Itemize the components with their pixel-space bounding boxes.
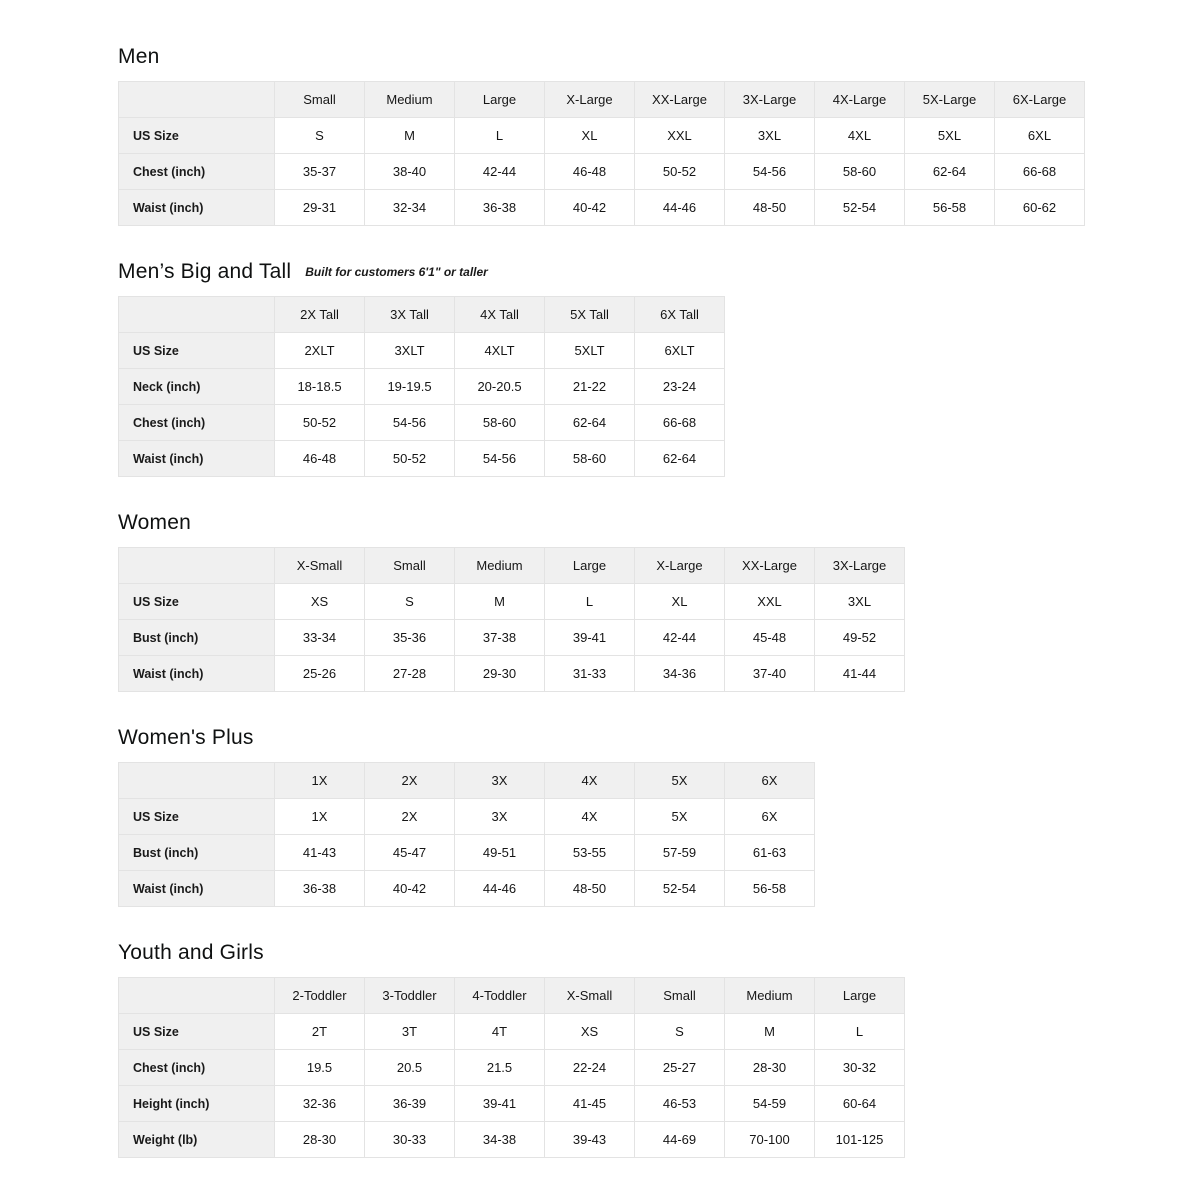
cell: 36-38: [275, 871, 365, 907]
section-head: [118, 44, 1200, 72]
cell: 42-44: [455, 154, 545, 190]
table-row: [119, 1050, 905, 1086]
row-label: US Size: [119, 333, 275, 369]
row-label: US Size: [119, 1014, 275, 1050]
row-label: Waist (inch): [119, 190, 275, 226]
cell: 54-56: [455, 441, 545, 477]
column-header: Medium: [365, 82, 455, 118]
cell: 4XLT: [455, 333, 545, 369]
section-title-youth-and-girls: Youth and Girls: [118, 941, 264, 964]
row-label: Chest (inch): [119, 405, 275, 441]
cell: 46-53: [635, 1086, 725, 1122]
section-mens-big-and-tall: [118, 259, 1200, 477]
cell: 41-43: [275, 835, 365, 871]
table-row: [119, 154, 1085, 190]
cell: 56-58: [725, 871, 815, 907]
cell: 39-41: [455, 1086, 545, 1122]
cell: 31-33: [545, 656, 635, 692]
cell: S: [365, 584, 455, 620]
column-header: Large: [815, 978, 905, 1014]
header-row: [119, 763, 815, 799]
cell: 34-38: [455, 1122, 545, 1158]
cell: 35-36: [365, 620, 455, 656]
cell: 39-41: [545, 620, 635, 656]
cell: 70-100: [725, 1122, 815, 1158]
cell: 54-59: [725, 1086, 815, 1122]
cell: 45-47: [365, 835, 455, 871]
table-row: [119, 1014, 905, 1050]
section-head: [118, 259, 1200, 287]
header-row: [119, 297, 725, 333]
section-women: [118, 510, 1200, 692]
column-header: 3X-Large: [815, 548, 905, 584]
cell: 20.5: [365, 1050, 455, 1086]
row-label: Bust (inch): [119, 835, 275, 871]
cell: 5XLT: [545, 333, 635, 369]
corner-cell: [119, 763, 275, 799]
column-header: XX-Large: [725, 548, 815, 584]
corner-cell: [119, 978, 275, 1014]
cell: 32-36: [275, 1086, 365, 1122]
section-head: [118, 510, 1200, 538]
cell: XS: [275, 584, 365, 620]
section-men: [118, 44, 1200, 226]
column-header: Large: [455, 82, 545, 118]
header-row: [119, 82, 1085, 118]
cell: 21.5: [455, 1050, 545, 1086]
column-header: 5X-Large: [905, 82, 995, 118]
cell: 30-33: [365, 1122, 455, 1158]
cell: 44-69: [635, 1122, 725, 1158]
cell: 60-62: [995, 190, 1085, 226]
cell: XL: [635, 584, 725, 620]
row-label: Chest (inch): [119, 1050, 275, 1086]
cell: 50-52: [275, 405, 365, 441]
cell: 66-68: [635, 405, 725, 441]
column-header: 3X: [455, 763, 545, 799]
cell: 22-24: [545, 1050, 635, 1086]
table-row: [119, 1122, 905, 1158]
column-header: X-Small: [275, 548, 365, 584]
column-header: 1X: [275, 763, 365, 799]
cell: 48-50: [725, 190, 815, 226]
column-header: 3-Toddler: [365, 978, 455, 1014]
row-label: Waist (inch): [119, 441, 275, 477]
table-row: [119, 835, 815, 871]
youth-and-girls-table: [118, 977, 905, 1158]
cell: 2X: [365, 799, 455, 835]
cell: 5X: [635, 799, 725, 835]
cell: M: [455, 584, 545, 620]
cell: 32-34: [365, 190, 455, 226]
cell: S: [275, 118, 365, 154]
column-header: X-Large: [545, 82, 635, 118]
section-subtitle: Built for customers 6'1" or taller: [305, 265, 488, 279]
column-header: Medium: [455, 548, 545, 584]
column-header: X-Large: [635, 548, 725, 584]
cell: 62-64: [905, 154, 995, 190]
cell: 38-40: [365, 154, 455, 190]
cell: 57-59: [635, 835, 725, 871]
column-header: 2-Toddler: [275, 978, 365, 1014]
row-label: Bust (inch): [119, 620, 275, 656]
section-title-mens-big-and-tall: Men’s Big and Tall: [118, 260, 292, 283]
cell: 44-46: [635, 190, 725, 226]
cell: 49-52: [815, 620, 905, 656]
cell: XS: [545, 1014, 635, 1050]
table-row: [119, 333, 725, 369]
column-header: 3X Tall: [365, 297, 455, 333]
corner-cell: [119, 82, 275, 118]
cell: 6X: [725, 799, 815, 835]
women-table: [118, 547, 905, 692]
cell: 53-55: [545, 835, 635, 871]
table-row: [119, 799, 815, 835]
column-header: 4-Toddler: [455, 978, 545, 1014]
cell: 46-48: [545, 154, 635, 190]
cell: 29-31: [275, 190, 365, 226]
table-row: [119, 871, 815, 907]
cell: 28-30: [275, 1122, 365, 1158]
cell: 4XL: [815, 118, 905, 154]
cell: 58-60: [815, 154, 905, 190]
column-header: Medium: [725, 978, 815, 1014]
cell: 27-28: [365, 656, 455, 692]
cell: 6XLT: [635, 333, 725, 369]
cell: 54-56: [365, 405, 455, 441]
corner-cell: [119, 548, 275, 584]
column-header: XX-Large: [635, 82, 725, 118]
cell: 60-64: [815, 1086, 905, 1122]
men-table: [118, 81, 1085, 226]
mens-big-and-tall-table: [118, 296, 725, 477]
cell: 50-52: [635, 154, 725, 190]
header-row: [119, 978, 905, 1014]
column-header: 2X: [365, 763, 455, 799]
cell: 18-18.5: [275, 369, 365, 405]
cell: 58-60: [455, 405, 545, 441]
row-label: Weight (lb): [119, 1122, 275, 1158]
column-header: X-Small: [545, 978, 635, 1014]
row-label: US Size: [119, 799, 275, 835]
cell: 30-32: [815, 1050, 905, 1086]
cell: L: [455, 118, 545, 154]
cell: 48-50: [545, 871, 635, 907]
cell: 1X: [275, 799, 365, 835]
cell: 62-64: [635, 441, 725, 477]
cell: 6XL: [995, 118, 1085, 154]
row-label: US Size: [119, 584, 275, 620]
column-header: 3X-Large: [725, 82, 815, 118]
cell: 41-44: [815, 656, 905, 692]
cell: M: [365, 118, 455, 154]
cell: 19.5: [275, 1050, 365, 1086]
column-header: 5X Tall: [545, 297, 635, 333]
cell: 29-30: [455, 656, 545, 692]
cell: 45-48: [725, 620, 815, 656]
cell: 66-68: [995, 154, 1085, 190]
cell: 3XL: [725, 118, 815, 154]
cell: 4T: [455, 1014, 545, 1050]
column-header: Large: [545, 548, 635, 584]
cell: L: [815, 1014, 905, 1050]
cell: 23-24: [635, 369, 725, 405]
table-row: [119, 190, 1085, 226]
table-row: [119, 405, 725, 441]
section-head: [118, 725, 1200, 753]
cell: 101-125: [815, 1122, 905, 1158]
row-label: US Size: [119, 118, 275, 154]
column-header: 6X-Large: [995, 82, 1085, 118]
table-row: [119, 118, 1085, 154]
row-label: Neck (inch): [119, 369, 275, 405]
cell: 37-38: [455, 620, 545, 656]
cell: M: [725, 1014, 815, 1050]
cell: 4X: [545, 799, 635, 835]
cell: 54-56: [725, 154, 815, 190]
row-label: Height (inch): [119, 1086, 275, 1122]
cell: 3X: [455, 799, 545, 835]
cell: XXL: [635, 118, 725, 154]
cell: 36-39: [365, 1086, 455, 1122]
column-header: 5X: [635, 763, 725, 799]
cell: 35-37: [275, 154, 365, 190]
womens-plus-table: [118, 762, 815, 907]
column-header: 4X: [545, 763, 635, 799]
table-row: [119, 441, 725, 477]
column-header: Small: [275, 82, 365, 118]
section-title-women: Women: [118, 511, 191, 534]
cell: 34-36: [635, 656, 725, 692]
cell: 49-51: [455, 835, 545, 871]
cell: 3T: [365, 1014, 455, 1050]
corner-cell: [119, 297, 275, 333]
table-row: [119, 1086, 905, 1122]
column-header: 4X-Large: [815, 82, 905, 118]
cell: 52-54: [815, 190, 905, 226]
cell: S: [635, 1014, 725, 1050]
cell: 3XLT: [365, 333, 455, 369]
header-row: [119, 548, 905, 584]
cell: 20-20.5: [455, 369, 545, 405]
cell: 52-54: [635, 871, 725, 907]
cell: XL: [545, 118, 635, 154]
cell: 50-52: [365, 441, 455, 477]
cell: 28-30: [725, 1050, 815, 1086]
cell: 39-43: [545, 1122, 635, 1158]
cell: 40-42: [545, 190, 635, 226]
cell: XXL: [725, 584, 815, 620]
cell: 46-48: [275, 441, 365, 477]
cell: L: [545, 584, 635, 620]
column-header: 4X Tall: [455, 297, 545, 333]
cell: 42-44: [635, 620, 725, 656]
column-header: 2X Tall: [275, 297, 365, 333]
size-charts: [118, 44, 1200, 1158]
cell: 25-26: [275, 656, 365, 692]
cell: 25-27: [635, 1050, 725, 1086]
cell: 21-22: [545, 369, 635, 405]
cell: 33-34: [275, 620, 365, 656]
cell: 37-40: [725, 656, 815, 692]
section-title-men: Men: [118, 45, 160, 68]
column-header: Small: [635, 978, 725, 1014]
cell: 3XL: [815, 584, 905, 620]
row-label: Waist (inch): [119, 871, 275, 907]
cell: 58-60: [545, 441, 635, 477]
cell: 41-45: [545, 1086, 635, 1122]
cell: 19-19.5: [365, 369, 455, 405]
cell: 36-38: [455, 190, 545, 226]
cell: 2XLT: [275, 333, 365, 369]
row-label: Chest (inch): [119, 154, 275, 190]
column-header: 6X: [725, 763, 815, 799]
cell: 62-64: [545, 405, 635, 441]
section-womens-plus: [118, 725, 1200, 907]
cell: 56-58: [905, 190, 995, 226]
cell: 44-46: [455, 871, 545, 907]
table-row: [119, 369, 725, 405]
table-row: [119, 584, 905, 620]
cell: 40-42: [365, 871, 455, 907]
cell: 61-63: [725, 835, 815, 871]
row-label: Waist (inch): [119, 656, 275, 692]
column-header: Small: [365, 548, 455, 584]
cell: 5XL: [905, 118, 995, 154]
column-header: 6X Tall: [635, 297, 725, 333]
table-row: [119, 620, 905, 656]
section-title-womens-plus: Women's Plus: [118, 726, 254, 749]
cell: 2T: [275, 1014, 365, 1050]
section-head: [118, 940, 1200, 968]
section-youth-and-girls: [118, 940, 1200, 1158]
table-row: [119, 656, 905, 692]
